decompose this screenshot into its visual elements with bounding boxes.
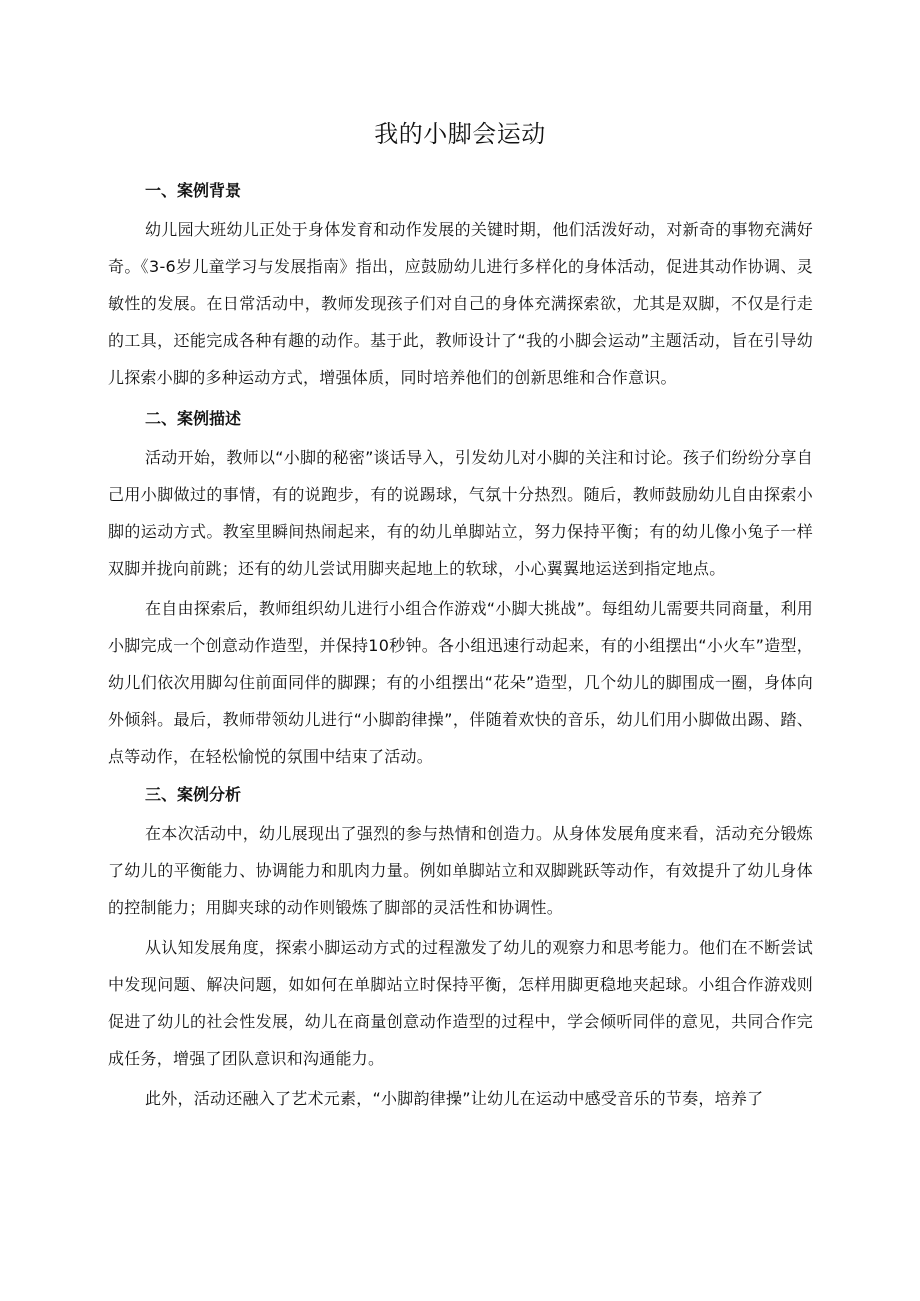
paragraph-analysis-3: 此外，活动还融入了艺术元素，“小脚韵律操”让幼儿在运动中感受音乐的节奏，培养了 [145,1089,764,1108]
paragraph-description-2: 在自由探索后，教师组织幼儿进行小组合作游戏“小脚大挑战”。每组幼儿需要共同商量，利用小脚完成一个创意动作造型，并保持10秒钟。各小组迅速行动起来，有的小组摆出“小火车”造型，幼儿们依次用脚勾住前面同伴的脚踝；有的小组摆出“花朵”造型，几个幼儿的脚围成一圈，身体向外倾斜。最后，教师带领幼儿进行“小脚韵律操”，伴随着欢快的音乐，幼儿们用小脚做出踢、踏、点等动作，在轻松愉悦的氛围中结束了活动。 [108,599,813,766]
document-body [108,174,813,1117]
paragraph-analysis-2: 从认知发展角度，探索小脚运动方式的过程激发了幼儿的观察力和思考能力。他们在不断尝试中发现问题、解决问题，如如何在单脚站立时保持平衡，怎样用脚更稳地夹起球。小组合作游戏则促进了幼儿的社会性发展，幼儿在商量创意动作造型的过程中，学会倾听同伴的意见，共同合作完成任务，增强了团队意识和沟通能力。 [108,938,813,1068]
section-heading-background: 一、案例背景 [145,181,242,200]
page-title: 我的小脚会运动 [374,120,546,148]
section-heading-description: 二、案例描述 [145,409,242,428]
paragraph-background: 幼儿园大班幼儿正处于身体发育和动作发展的关键时期，他们活泼好动，对新奇的事物充满好奇。《3-6岁儿童学习与发展指南》指出，应鼓励幼儿进行多样化的身体活动，促进其动作协调、灵敏性的发展。在日常活动中，教师发现孩子们对自己的身体充满探索欲，尤其是双脚，不仅是行走的工具，还能完成各种有趣的动作。基于此，教师设计了“我的小脚会运动”主题活动，旨在引导幼儿探索小脚的多种运动方式，增强体质，同时培养他们的创新思维和合作意识。 [108,220,813,387]
paragraph-analysis-1: 在本次活动中，幼儿展现出了强烈的参与热情和创造力。从身体发展角度来看，活动充分锻炼了幼儿的平衡能力、协调能力和肌肉力量。例如单脚站立和双脚跳跃等动作，有效提升了幼儿身体的控制能力；用脚夹球的动作则锻炼了脚部的灵活性和协调性。 [108,824,813,917]
paragraph-description-1: 活动开始，教师以“小脚的秘密”谈话导入，引发幼儿对小脚的关注和讨论。孩子们纷纷分享自己用小脚做过的事情，有的说跑步，有的说踢球，气氛十分热烈。随后，教师鼓励幼儿自由探索小脚的运动方式。教室里瞬间热闹起来，有的幼儿单脚站立，努力保持平衡；有的幼儿像小兔子一样双脚并拢向前跳；还有的幼儿尝试用脚夹起地上的软球，小心翼翼地运送到指定地点。 [108,448,813,578]
section-heading-analysis: 三、案例分析 [145,785,242,804]
